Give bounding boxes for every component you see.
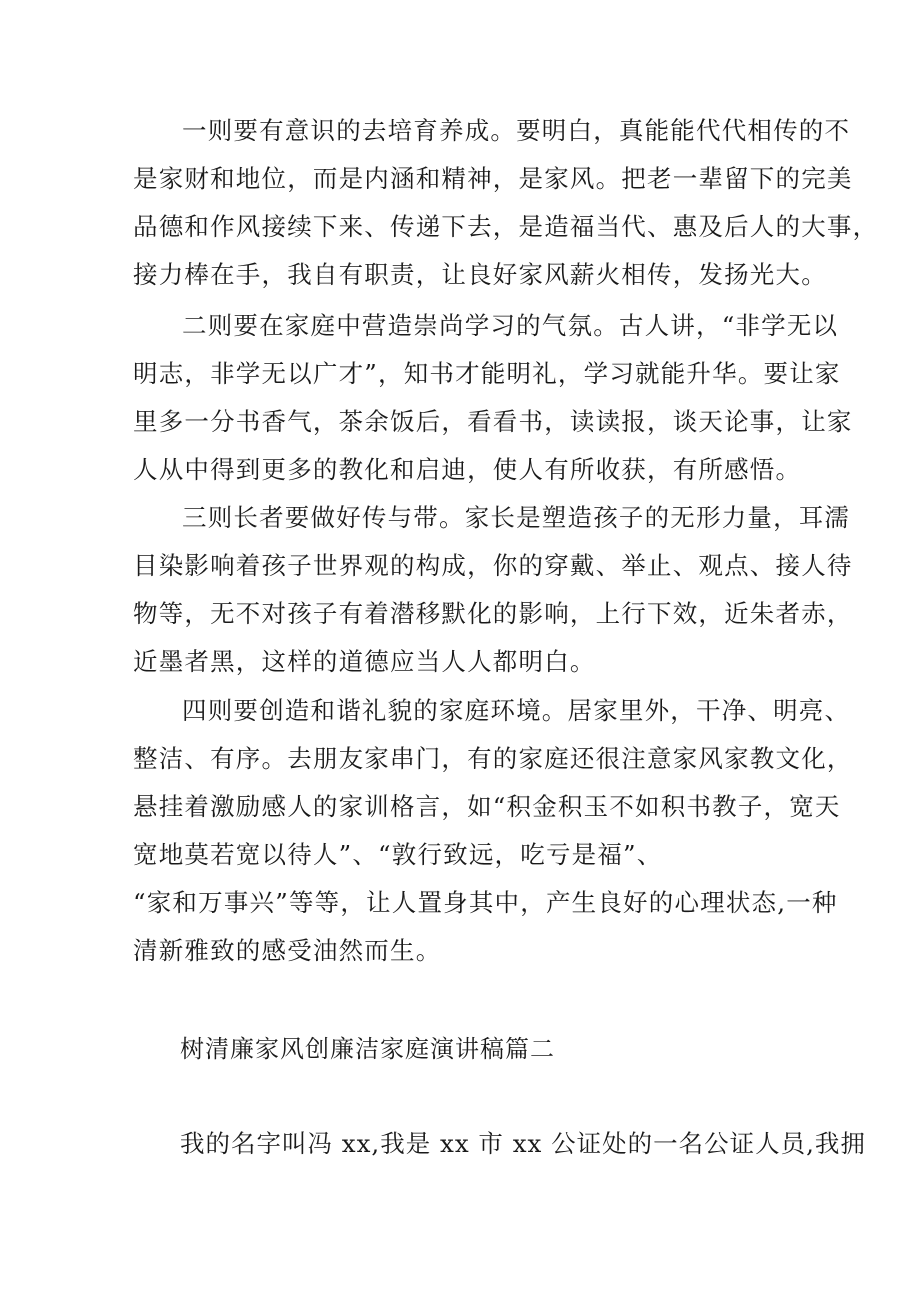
paragraph-4-line-6: 清新雅致的感受油然而生。 — [133, 936, 442, 965]
paragraph-4-line-1: 四则要创造和谐礼貌的家庭环境。居家里外，干净、明亮、 — [182, 696, 851, 725]
paragraph-2-line-4: 人从中得到更多的教化和启迪，使人有所收获，有所感悟。 — [133, 455, 802, 484]
paragraph-4-line-2: 整洁、有序。去朋友家串门，有的家庭还很注意家风家教文化， — [133, 744, 853, 773]
closing-line: 我的名字叫冯 xx,我是 xx 市 xx 公证处的一名公证人员,我拥 — [180, 1129, 866, 1158]
paragraph-1-line-3: 品德和作风接续下来、传递下去，是造福当代、惠及后人的大事， — [133, 212, 879, 241]
paragraph-2-line-3: 里多一分书香气，茶余饭后，看看书，读读报，谈天论事，让家 — [133, 407, 853, 436]
section-heading: 树清廉家风创廉洁家庭演讲稿篇二 — [180, 1035, 555, 1063]
paragraph-2-line-2: 明志，非学无以广才”，知书才能明礼，学习就能升华。要让家 — [133, 359, 841, 388]
paragraph-4-line-4: 宽地莫若宽以待人”、“敦行致远，吃亏是福”、 — [133, 840, 663, 869]
paragraph-2-line-1: 二则要在家庭中营造崇尚学习的气氛。古人讲，“非学无以 — [182, 311, 839, 340]
paragraph-3-line-2: 目染影响着孩子世界观的构成，你的穿戴、举止、观点、接人待 — [133, 551, 853, 580]
paragraph-1-line-1: 一则要有意识的去培育养成。要明白，真能能代代相传的不 — [182, 116, 851, 145]
paragraph-1-line-2: 是家财和地位，而是内涵和精神，是家风。把老一辈留下的完美 — [133, 164, 853, 193]
paragraph-1-line-4: 接力棒在手，我自有职责，让良好家风薪火相传，发扬光大。 — [133, 260, 827, 289]
paragraph-4-line-3: 悬挂着激励感人的家训格言，如“积金积玉不如积书教子，宽天 — [133, 792, 841, 821]
paragraph-3-line-3: 物等，无不对孩子有着潜移默化的影响，上行下效，近朱者赤， — [133, 599, 853, 628]
paragraph-4-line-5: “家和万事兴”等等，让人置身其中，产生良好的心理状态,一种 — [133, 888, 838, 917]
paragraph-3-line-4: 近墨者黑，这样的道德应当人人都明白。 — [133, 647, 596, 676]
paragraph-3-line-1: 三则长者要做好传与带。家长是塑造孩子的无形力量，耳濡 — [182, 503, 851, 532]
